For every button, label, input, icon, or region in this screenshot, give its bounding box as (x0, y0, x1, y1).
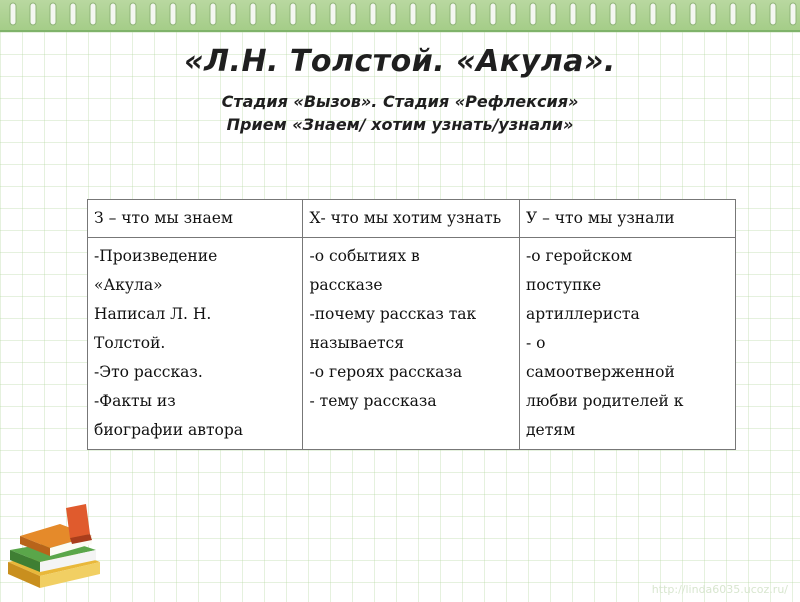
books-icon (0, 500, 110, 600)
spiral-ring (590, 3, 596, 25)
learned-line: самоотверженной (526, 363, 675, 381)
spiral-ring (390, 3, 396, 25)
learned-line: детям (526, 421, 576, 439)
know-line: -Произведение (94, 247, 218, 265)
learned-line: -о геройском (526, 247, 633, 265)
spiral-ring (430, 3, 436, 25)
know-line: Толстой. (94, 334, 166, 352)
spiral-ring (790, 3, 796, 25)
cell-learned (520, 238, 736, 450)
spiral-ring (470, 3, 476, 25)
slide-title: «Л.Н. Толстой. «Акула». (184, 44, 616, 79)
spiral-ring (170, 3, 176, 25)
want-line: -о событиях в (309, 247, 420, 265)
spiral-ring (230, 3, 236, 25)
cell-know (88, 238, 303, 450)
spiral-ring (330, 3, 336, 25)
spiral-ring (350, 3, 356, 25)
know-line: «Акула» (94, 276, 163, 294)
slide-subtitle-line1: Стадия «Вызов». Стадия «Рефлексия» (221, 92, 579, 111)
spiral-ring (70, 3, 76, 25)
spiral-ring (490, 3, 496, 25)
want-line: - тему рассказа (309, 392, 437, 410)
spiral-ring (310, 3, 316, 25)
spiral-ring (410, 3, 416, 25)
know-line: -Это рассказ. (94, 363, 203, 381)
know-line: биографии автора (94, 421, 244, 439)
spiral-ring (50, 3, 56, 25)
table-row (88, 238, 736, 450)
spiral-binding-icon (0, 0, 800, 30)
slide-subtitle-line2: Прием «Знаем/ хотим узнать/узнали» (226, 115, 574, 134)
header-learned: У – что мы узнали (520, 200, 736, 238)
spiral-ring (270, 3, 276, 25)
spiral-ring (550, 3, 556, 25)
spiral-ring (570, 3, 576, 25)
header-know: З – что мы знаем (88, 200, 303, 238)
spiral-ring (770, 3, 776, 25)
header-want: Х- что мы хотим узнать (303, 200, 520, 238)
spiral-ring (370, 3, 376, 25)
want-line: называется (309, 334, 404, 352)
watermark: http://linda6035.ucoz.ru/ (651, 583, 788, 596)
spiral-ring (250, 3, 256, 25)
spiral-ring (150, 3, 156, 25)
learned-line: артиллериста (526, 305, 640, 323)
kwl-table (87, 199, 736, 450)
spiral-ring (10, 3, 16, 25)
spiral-ring (450, 3, 456, 25)
spiral-ring (670, 3, 676, 25)
learned-line: любви родителей к (526, 392, 684, 410)
learned-line: - о (526, 334, 546, 352)
spiral-ring (290, 3, 296, 25)
spiral-ring (130, 3, 136, 25)
spiral-ring (530, 3, 536, 25)
spiral-ring (190, 3, 196, 25)
know-line: -Факты из (94, 392, 176, 410)
cell-want (303, 238, 520, 450)
spiral-ring (690, 3, 696, 25)
spiral-ring (90, 3, 96, 25)
spiral-ring (730, 3, 736, 25)
table-header-row (88, 200, 736, 238)
spiral-ring (30, 3, 36, 25)
spiral-ring (710, 3, 716, 25)
spiral-ring (610, 3, 616, 25)
want-line: -о героях рассказа (309, 363, 463, 381)
spiral-ring (750, 3, 756, 25)
want-line: -почему рассказ так (309, 305, 477, 323)
spiral-ring (650, 3, 656, 25)
learned-line: поступке (526, 276, 602, 294)
spiral-ring (210, 3, 216, 25)
spiral-ring (630, 3, 636, 25)
know-line: Написал Л. Н. (94, 305, 212, 323)
spiral-ring (110, 3, 116, 25)
want-line: рассказе (309, 276, 383, 294)
spiral-ring (510, 3, 516, 25)
